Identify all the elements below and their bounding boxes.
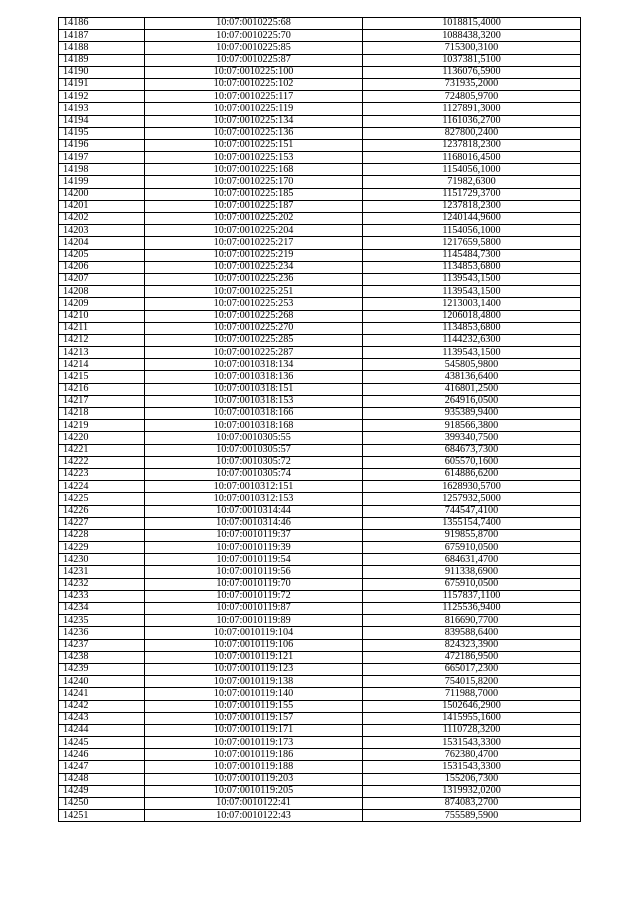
row-number-cell: 14201 xyxy=(59,200,145,212)
cadastral-number-cell: 10:07:0010225:236 xyxy=(145,273,363,285)
row-number-cell: 14230 xyxy=(59,554,145,566)
table-row xyxy=(59,432,581,444)
row-number-cell: 14205 xyxy=(59,249,145,261)
cadastral-number-cell: 10:07:0010225:70 xyxy=(145,30,363,42)
row-number-cell: 14187 xyxy=(59,30,145,42)
cadastral-number-cell: 10:07:0010305:72 xyxy=(145,456,363,468)
row-number-cell: 14192 xyxy=(59,91,145,103)
cadastral-number-cell: 10:07:0010119:203 xyxy=(145,773,363,785)
row-number-cell: 14244 xyxy=(59,724,145,736)
table-row xyxy=(59,566,581,578)
value-cell: 874083,2700 xyxy=(363,798,581,810)
value-cell: 1018815,4000 xyxy=(363,18,581,30)
row-number-cell: 14246 xyxy=(59,749,145,761)
value-cell: 1161036,2700 xyxy=(363,115,581,127)
cadastral-number-cell: 10:07:0010225:119 xyxy=(145,103,363,115)
value-cell: 731935,2000 xyxy=(363,78,581,90)
cadastral-number-cell: 10:07:0010305:57 xyxy=(145,444,363,456)
table-row xyxy=(59,322,581,334)
value-cell: 264916,0500 xyxy=(363,395,581,407)
table-row xyxy=(59,444,581,456)
value-cell: 1154056,1000 xyxy=(363,164,581,176)
row-number-cell: 14225 xyxy=(59,493,145,505)
cadastral-number-cell: 10:07:0010225:168 xyxy=(145,164,363,176)
table-row xyxy=(59,785,581,797)
row-number-cell: 14216 xyxy=(59,383,145,395)
table-row xyxy=(59,810,581,822)
document-page xyxy=(58,17,580,822)
table-row xyxy=(59,468,581,480)
row-number-cell: 14207 xyxy=(59,273,145,285)
row-number-cell: 14243 xyxy=(59,712,145,724)
table-row xyxy=(59,334,581,346)
cadastral-number-cell: 10:07:0010225:136 xyxy=(145,127,363,139)
row-number-cell: 14224 xyxy=(59,481,145,493)
cadastral-number-cell: 10:07:0010119:188 xyxy=(145,761,363,773)
row-number-cell: 14251 xyxy=(59,810,145,822)
cadastral-number-cell: 10:07:0010119:56 xyxy=(145,566,363,578)
row-number-cell: 14237 xyxy=(59,639,145,651)
table-row xyxy=(59,188,581,200)
table-row xyxy=(59,456,581,468)
cadastral-number-cell: 10:07:0010119:104 xyxy=(145,627,363,639)
value-cell: 416801,2500 xyxy=(363,383,581,395)
row-number-cell: 14248 xyxy=(59,773,145,785)
row-number-cell: 14193 xyxy=(59,103,145,115)
value-cell: 1157837,1100 xyxy=(363,590,581,602)
value-cell: 1127891,3000 xyxy=(363,103,581,115)
table-row xyxy=(59,103,581,115)
row-number-cell: 14229 xyxy=(59,542,145,554)
row-number-cell: 14221 xyxy=(59,444,145,456)
value-cell: 1168016,4500 xyxy=(363,152,581,164)
cadastral-number-cell: 10:07:0010225:102 xyxy=(145,78,363,90)
table-row xyxy=(59,176,581,188)
value-cell: 71982,6300 xyxy=(363,176,581,188)
cadastral-number-cell: 10:07:0010119:157 xyxy=(145,712,363,724)
value-cell: 724805,9700 xyxy=(363,91,581,103)
value-cell: 1139543,1500 xyxy=(363,273,581,285)
value-cell: 1154056,1000 xyxy=(363,225,581,237)
cadastral-number-cell: 10:07:0010119:70 xyxy=(145,578,363,590)
table-row xyxy=(59,249,581,261)
value-cell: 1136076,5900 xyxy=(363,66,581,78)
value-cell: 614886,6200 xyxy=(363,468,581,480)
value-cell: 1237818,2300 xyxy=(363,139,581,151)
value-cell: 472186,9500 xyxy=(363,651,581,663)
table-row xyxy=(59,347,581,359)
cadastral-number-cell: 10:07:0010225:251 xyxy=(145,286,363,298)
row-number-cell: 14220 xyxy=(59,432,145,444)
cadastral-number-cell: 10:07:0010119:186 xyxy=(145,749,363,761)
value-cell: 755589,5900 xyxy=(363,810,581,822)
value-cell: 1213003,1400 xyxy=(363,298,581,310)
table-row xyxy=(59,761,581,773)
cadastral-number-cell: 10:07:0010312:151 xyxy=(145,481,363,493)
table-row xyxy=(59,127,581,139)
row-number-cell: 14202 xyxy=(59,213,145,225)
row-number-cell: 14186 xyxy=(59,18,145,30)
row-number-cell: 14223 xyxy=(59,468,145,480)
cadastral-number-cell: 10:07:0010225:202 xyxy=(145,213,363,225)
row-number-cell: 14228 xyxy=(59,529,145,541)
value-cell: 1151729,3700 xyxy=(363,188,581,200)
cadastral-number-cell: 10:07:0010225:217 xyxy=(145,237,363,249)
table-row xyxy=(59,724,581,736)
row-number-cell: 14227 xyxy=(59,517,145,529)
table-row xyxy=(59,529,581,541)
row-number-cell: 14206 xyxy=(59,261,145,273)
cadastral-number-cell: 10:07:0010225:153 xyxy=(145,152,363,164)
value-cell: 1237818,2300 xyxy=(363,200,581,212)
value-cell: 1531543,3300 xyxy=(363,761,581,773)
row-number-cell: 14200 xyxy=(59,188,145,200)
cadastral-number-cell: 10:07:0010119:39 xyxy=(145,542,363,554)
row-number-cell: 14210 xyxy=(59,310,145,322)
row-number-cell: 14249 xyxy=(59,785,145,797)
value-cell: 605570,1600 xyxy=(363,456,581,468)
row-number-cell: 14213 xyxy=(59,347,145,359)
row-number-cell: 14188 xyxy=(59,42,145,54)
table-row xyxy=(59,590,581,602)
table-row xyxy=(59,371,581,383)
row-number-cell: 14242 xyxy=(59,700,145,712)
cadastral-number-cell: 10:07:0010225:87 xyxy=(145,54,363,66)
table-row xyxy=(59,200,581,212)
table-row xyxy=(59,152,581,164)
row-number-cell: 14194 xyxy=(59,115,145,127)
cadastral-number-cell: 10:07:0010119:123 xyxy=(145,663,363,675)
cadastral-number-cell: 10:07:0010119:173 xyxy=(145,737,363,749)
row-number-cell: 14191 xyxy=(59,78,145,90)
row-number-cell: 14204 xyxy=(59,237,145,249)
cadastral-number-cell: 10:07:0010119:155 xyxy=(145,700,363,712)
cadastral-number-cell: 10:07:0010225:287 xyxy=(145,347,363,359)
value-cell: 1206018,4800 xyxy=(363,310,581,322)
cadastral-number-cell: 10:07:0010225:100 xyxy=(145,66,363,78)
cadastral-number-cell: 10:07:0010225:187 xyxy=(145,200,363,212)
table-row xyxy=(59,737,581,749)
table-row xyxy=(59,517,581,529)
row-number-cell: 14247 xyxy=(59,761,145,773)
table-row xyxy=(59,493,581,505)
cadastral-number-cell: 10:07:0010119:205 xyxy=(145,785,363,797)
cadastral-number-cell: 10:07:0010225:68 xyxy=(145,18,363,30)
row-number-cell: 14239 xyxy=(59,663,145,675)
value-cell: 1144232,6300 xyxy=(363,334,581,346)
row-number-cell: 14203 xyxy=(59,225,145,237)
row-number-cell: 14199 xyxy=(59,176,145,188)
row-number-cell: 14233 xyxy=(59,590,145,602)
value-cell: 918566,3800 xyxy=(363,420,581,432)
row-number-cell: 14245 xyxy=(59,737,145,749)
cadastral-number-cell: 10:07:0010119:72 xyxy=(145,590,363,602)
value-cell: 744547,4100 xyxy=(363,505,581,517)
cadastral-value-table xyxy=(58,17,581,822)
value-cell: 1134853,6800 xyxy=(363,261,581,273)
row-number-cell: 14196 xyxy=(59,139,145,151)
cadastral-number-cell: 10:07:0010314:44 xyxy=(145,505,363,517)
cadastral-number-cell: 10:07:0010119:106 xyxy=(145,639,363,651)
value-cell: 1139543,1500 xyxy=(363,286,581,298)
table-row xyxy=(59,383,581,395)
cadastral-number-cell: 10:07:0010122:41 xyxy=(145,798,363,810)
table-row xyxy=(59,505,581,517)
value-cell: 675910,0500 xyxy=(363,578,581,590)
cadastral-number-cell: 10:07:0010119:87 xyxy=(145,603,363,615)
row-number-cell: 14217 xyxy=(59,395,145,407)
row-number-cell: 14238 xyxy=(59,651,145,663)
cadastral-number-cell: 10:07:0010318:168 xyxy=(145,420,363,432)
table-row xyxy=(59,651,581,663)
row-number-cell: 14234 xyxy=(59,603,145,615)
table-row xyxy=(59,54,581,66)
value-cell: 675910,0500 xyxy=(363,542,581,554)
row-number-cell: 14198 xyxy=(59,164,145,176)
value-cell: 827800,2400 xyxy=(363,127,581,139)
value-cell: 1037381,5100 xyxy=(363,54,581,66)
table-row xyxy=(59,639,581,651)
table-row xyxy=(59,420,581,432)
cadastral-number-cell: 10:07:0010225:85 xyxy=(145,42,363,54)
table-row xyxy=(59,78,581,90)
table-row xyxy=(59,663,581,675)
row-number-cell: 14250 xyxy=(59,798,145,810)
row-number-cell: 14195 xyxy=(59,127,145,139)
cadastral-number-cell: 10:07:0010225:234 xyxy=(145,261,363,273)
row-number-cell: 14211 xyxy=(59,322,145,334)
value-cell: 1240144,9600 xyxy=(363,213,581,225)
table-row xyxy=(59,627,581,639)
cadastral-number-cell: 10:07:0010119:138 xyxy=(145,676,363,688)
table-row xyxy=(59,700,581,712)
row-number-cell: 14219 xyxy=(59,420,145,432)
cadastral-number-cell: 10:07:0010225:270 xyxy=(145,322,363,334)
row-number-cell: 14240 xyxy=(59,676,145,688)
cadastral-number-cell: 10:07:0010318:134 xyxy=(145,359,363,371)
value-cell: 762380,4700 xyxy=(363,749,581,761)
value-cell: 824323,3900 xyxy=(363,639,581,651)
row-number-cell: 14232 xyxy=(59,578,145,590)
table-row xyxy=(59,578,581,590)
row-number-cell: 14214 xyxy=(59,359,145,371)
table-row xyxy=(59,359,581,371)
row-number-cell: 14209 xyxy=(59,298,145,310)
table-row xyxy=(59,42,581,54)
table-row xyxy=(59,115,581,127)
cadastral-number-cell: 10:07:0010318:166 xyxy=(145,408,363,420)
cadastral-number-cell: 10:07:0010225:170 xyxy=(145,176,363,188)
table-row xyxy=(59,139,581,151)
value-cell: 911338,6900 xyxy=(363,566,581,578)
row-number-cell: 14189 xyxy=(59,54,145,66)
value-cell: 1088438,3200 xyxy=(363,30,581,42)
table-row xyxy=(59,298,581,310)
table-row xyxy=(59,712,581,724)
table-row xyxy=(59,481,581,493)
value-cell: 1257932,5000 xyxy=(363,493,581,505)
row-number-cell: 14190 xyxy=(59,66,145,78)
table-row xyxy=(59,688,581,700)
value-cell: 1217659,5800 xyxy=(363,237,581,249)
value-cell: 839588,6400 xyxy=(363,627,581,639)
cadastral-number-cell: 10:07:0010225:204 xyxy=(145,225,363,237)
value-cell: 1145484,7300 xyxy=(363,249,581,261)
value-cell: 711988,7000 xyxy=(363,688,581,700)
cadastral-number-cell: 10:07:0010225:117 xyxy=(145,91,363,103)
row-number-cell: 14226 xyxy=(59,505,145,517)
row-number-cell: 14231 xyxy=(59,566,145,578)
table-row xyxy=(59,615,581,627)
table-row xyxy=(59,603,581,615)
cadastral-number-cell: 10:07:0010318:136 xyxy=(145,371,363,383)
table-row xyxy=(59,798,581,810)
cadastral-number-cell: 10:07:0010225:268 xyxy=(145,310,363,322)
value-cell: 715300,3100 xyxy=(363,42,581,54)
row-number-cell: 14212 xyxy=(59,334,145,346)
table-row xyxy=(59,773,581,785)
value-cell: 155206,7300 xyxy=(363,773,581,785)
table-row xyxy=(59,30,581,42)
cadastral-number-cell: 10:07:0010119:89 xyxy=(145,615,363,627)
value-cell: 754015,8200 xyxy=(363,676,581,688)
value-cell: 399340,7500 xyxy=(363,432,581,444)
value-cell: 684631,4700 xyxy=(363,554,581,566)
table-row xyxy=(59,749,581,761)
row-number-cell: 14241 xyxy=(59,688,145,700)
value-cell: 1531543,3300 xyxy=(363,737,581,749)
value-cell: 684673,7300 xyxy=(363,444,581,456)
table-row xyxy=(59,554,581,566)
table-row xyxy=(59,225,581,237)
table-row xyxy=(59,261,581,273)
cadastral-number-cell: 10:07:0010305:55 xyxy=(145,432,363,444)
value-cell: 816690,7700 xyxy=(363,615,581,627)
row-number-cell: 14218 xyxy=(59,408,145,420)
value-cell: 1502646,2900 xyxy=(363,700,581,712)
value-cell: 1319932,0200 xyxy=(363,785,581,797)
table-row xyxy=(59,273,581,285)
value-cell: 1110728,3200 xyxy=(363,724,581,736)
cadastral-number-cell: 10:07:0010225:151 xyxy=(145,139,363,151)
table-row xyxy=(59,18,581,30)
table-row xyxy=(59,66,581,78)
table-body xyxy=(59,18,581,822)
table-row xyxy=(59,310,581,322)
cadastral-number-cell: 10:07:0010119:121 xyxy=(145,651,363,663)
cadastral-number-cell: 10:07:0010119:54 xyxy=(145,554,363,566)
value-cell: 1134853,6800 xyxy=(363,322,581,334)
row-number-cell: 14236 xyxy=(59,627,145,639)
value-cell: 665017,2300 xyxy=(363,663,581,675)
value-cell: 1415955,1600 xyxy=(363,712,581,724)
table-row xyxy=(59,286,581,298)
cadastral-number-cell: 10:07:0010225:219 xyxy=(145,249,363,261)
cadastral-number-cell: 10:07:0010314:46 xyxy=(145,517,363,529)
cadastral-number-cell: 10:07:0010225:134 xyxy=(145,115,363,127)
row-number-cell: 14235 xyxy=(59,615,145,627)
value-cell: 1355154,7400 xyxy=(363,517,581,529)
value-cell: 438136,6400 xyxy=(363,371,581,383)
cadastral-number-cell: 10:07:0010119:171 xyxy=(145,724,363,736)
value-cell: 1139543,1500 xyxy=(363,347,581,359)
cadastral-number-cell: 10:07:0010225:185 xyxy=(145,188,363,200)
table-row xyxy=(59,395,581,407)
table-row xyxy=(59,542,581,554)
cadastral-number-cell: 10:07:0010119:140 xyxy=(145,688,363,700)
table-row xyxy=(59,676,581,688)
row-number-cell: 14197 xyxy=(59,152,145,164)
cadastral-number-cell: 10:07:0010225:285 xyxy=(145,334,363,346)
value-cell: 935389,9400 xyxy=(363,408,581,420)
cadastral-number-cell: 10:07:0010119:37 xyxy=(145,529,363,541)
table-row xyxy=(59,91,581,103)
value-cell: 1125536,9400 xyxy=(363,603,581,615)
row-number-cell: 14222 xyxy=(59,456,145,468)
table-row xyxy=(59,164,581,176)
value-cell: 545805,9800 xyxy=(363,359,581,371)
cadastral-number-cell: 10:07:0010225:253 xyxy=(145,298,363,310)
table-row xyxy=(59,408,581,420)
cadastral-number-cell: 10:07:0010305:74 xyxy=(145,468,363,480)
row-number-cell: 14215 xyxy=(59,371,145,383)
row-number-cell: 14208 xyxy=(59,286,145,298)
value-cell: 919855,8700 xyxy=(363,529,581,541)
cadastral-number-cell: 10:07:0010318:153 xyxy=(145,395,363,407)
cadastral-number-cell: 10:07:0010318:151 xyxy=(145,383,363,395)
value-cell: 1628930,5700 xyxy=(363,481,581,493)
cadastral-number-cell: 10:07:0010312:153 xyxy=(145,493,363,505)
table-row xyxy=(59,213,581,225)
table-row xyxy=(59,237,581,249)
cadastral-number-cell: 10:07:0010122:43 xyxy=(145,810,363,822)
